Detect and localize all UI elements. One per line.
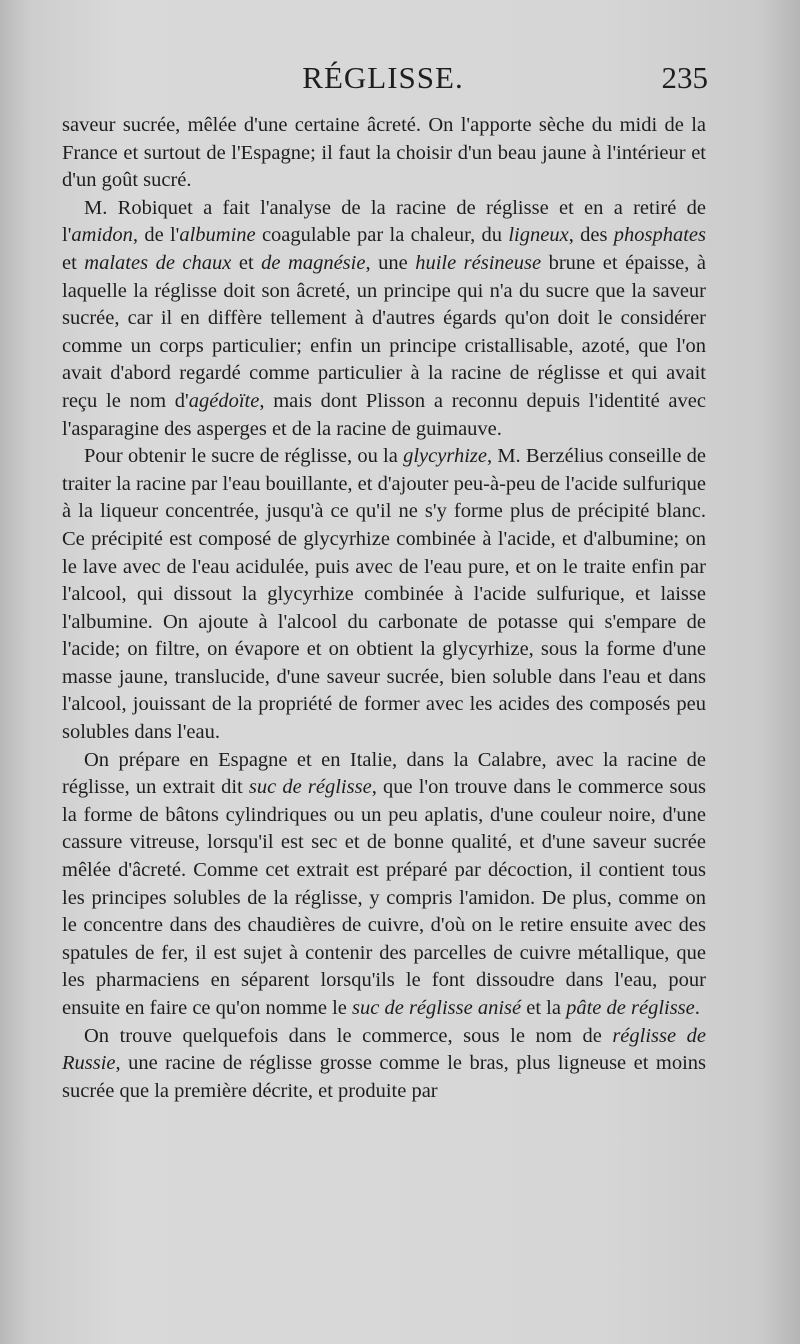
text-run: saveur sucrée, mêlée d'une certaine âcreté. On l'apporte sèche du midi de la France et surtout de l'Espagne; il faut la choisir d'un beau jaune à l'intérieur et d'un goût sucré. — [62, 114, 706, 192]
paragraph — [62, 195, 706, 443]
page-title: RÉGLISSE. — [302, 60, 464, 95]
text-run: et — [231, 251, 262, 274]
italic-term: huile résineuse — [415, 251, 542, 274]
italic-term: suc de réglisse anisé — [352, 997, 522, 1019]
running-head — [62, 60, 708, 100]
text-run: , de l' — [132, 224, 180, 247]
italic-term: suc de réglisse — [248, 776, 372, 799]
paragraph — [62, 443, 706, 747]
italic-term: de magnésie — [261, 251, 366, 274]
page-number: 235 — [661, 60, 708, 95]
text-run: , M. Berzélius conseille de traiter la racine par l'eau bouillante, et d'ajouter peu-à-peu de l'acide sulfurique à la liqueur concentrée, jusqu'à ce qu'il ne s'y forme plus de précipité blanc. Ce précipité est composé de glycyrhize combinée à l'acide, et d'albumine; on le lave avec de l'eau acidulée, puis avec de l'eau pure, et on le traite enfin par l'alcool, qui dissout la glycyrhize combinée à l'acide sulfurique, et laisse l'albumine. On ajoute à l'alcool du carbonate de potasse qui s'empare de l'acide; on filtre, on évapore et on obtient la glycyrhize, sous la forme d'une masse jaune, translucide, d'une saveur sucrée, bien soluble dans l'eau et dans l'alcool, jouissant de la propriété de former avec les acides des composés peu solubles dans l'eau. — [62, 445, 706, 744]
text-run: On prépare en Espagne et en Italie, dans la Calabre, avec la racine de réglisse, un extrait dit — [62, 748, 706, 799]
text-run: M. Robiquet a fait l'analyse de la racine de réglisse et en a retiré de l' — [62, 196, 706, 247]
italic-term: albumine — [179, 224, 256, 247]
text-run: , mais dont Plisson a reconnu depuis l'identité avec l'asparagine des asperges et de la racine de guimauve. — [62, 389, 706, 440]
italic-term: réglisse de Russie — [62, 1024, 706, 1075]
text-run: et la — [521, 997, 567, 1019]
text-run: . — [694, 997, 700, 1019]
text-run: Pour obtenir le sucre de réglisse, ou la — [84, 445, 404, 468]
italic-term: ligneux — [508, 224, 569, 247]
italic-term: phosphates — [613, 224, 706, 247]
text-run: , une — [365, 251, 416, 274]
text-run: coagulable par la chaleur, du — [255, 224, 509, 247]
italic-term: malates de chaux — [84, 251, 232, 274]
italic-term: glycyrhize — [403, 445, 487, 468]
text-run: et — [62, 251, 85, 274]
text-run: On trouve quelquefois dans le commerce, sous le nom de — [84, 1024, 613, 1047]
italic-term: agédoïte — [188, 389, 260, 412]
text-run: brune et épaisse, à laquelle la réglisse doit son âcreté, un principe qui n'a du sucre que la saveur sucrée, car il en diffère tellement à d'autres égards qu'on doit le considérer comme un corps particulier; enfin un principe cristallisable, azoté, que l'on avait d'abord regardé comme particulier à la racine de réglisse et qui avait reçu le nom d' — [62, 251, 706, 412]
italic-term: amidon — [71, 224, 133, 247]
italic-term: pâte de réglisse — [566, 997, 695, 1019]
body-text — [62, 112, 706, 1105]
paragraph — [62, 1023, 706, 1106]
text-run: , des — [568, 224, 614, 247]
text-run: , que l'on trouve dans le commerce sous la forme de bâtons cylindriques ou un peu aplatis, d'une couleur noire, d'une cassure vitreuse, lorsqu'il est sec et de bonne qualité, et d'une saveur sucrée mêlée d'âcreté. Comme cet extrait est préparé par décoction, il contient tous les principes solubles de la réglisse, y compris l'amidon. De plus, comme on le concentre dans des chaudières de cuivre, d'où on le retire ensuite avec des spatules de fer, il est sujet à contenir des parcelles de cuivre métallique, que les pharmaciens en séparent lorsqu'ils le font dissoudre dans l'eau, pour ensuite en faire ce qu'on nomme le — [62, 776, 706, 1019]
paragraph — [62, 112, 706, 195]
paragraph — [62, 747, 706, 1023]
text-run: , une racine de réglisse grosse comme le bras, plus ligneuse et moins sucrée que la première décrite, et produite par — [62, 1052, 706, 1102]
